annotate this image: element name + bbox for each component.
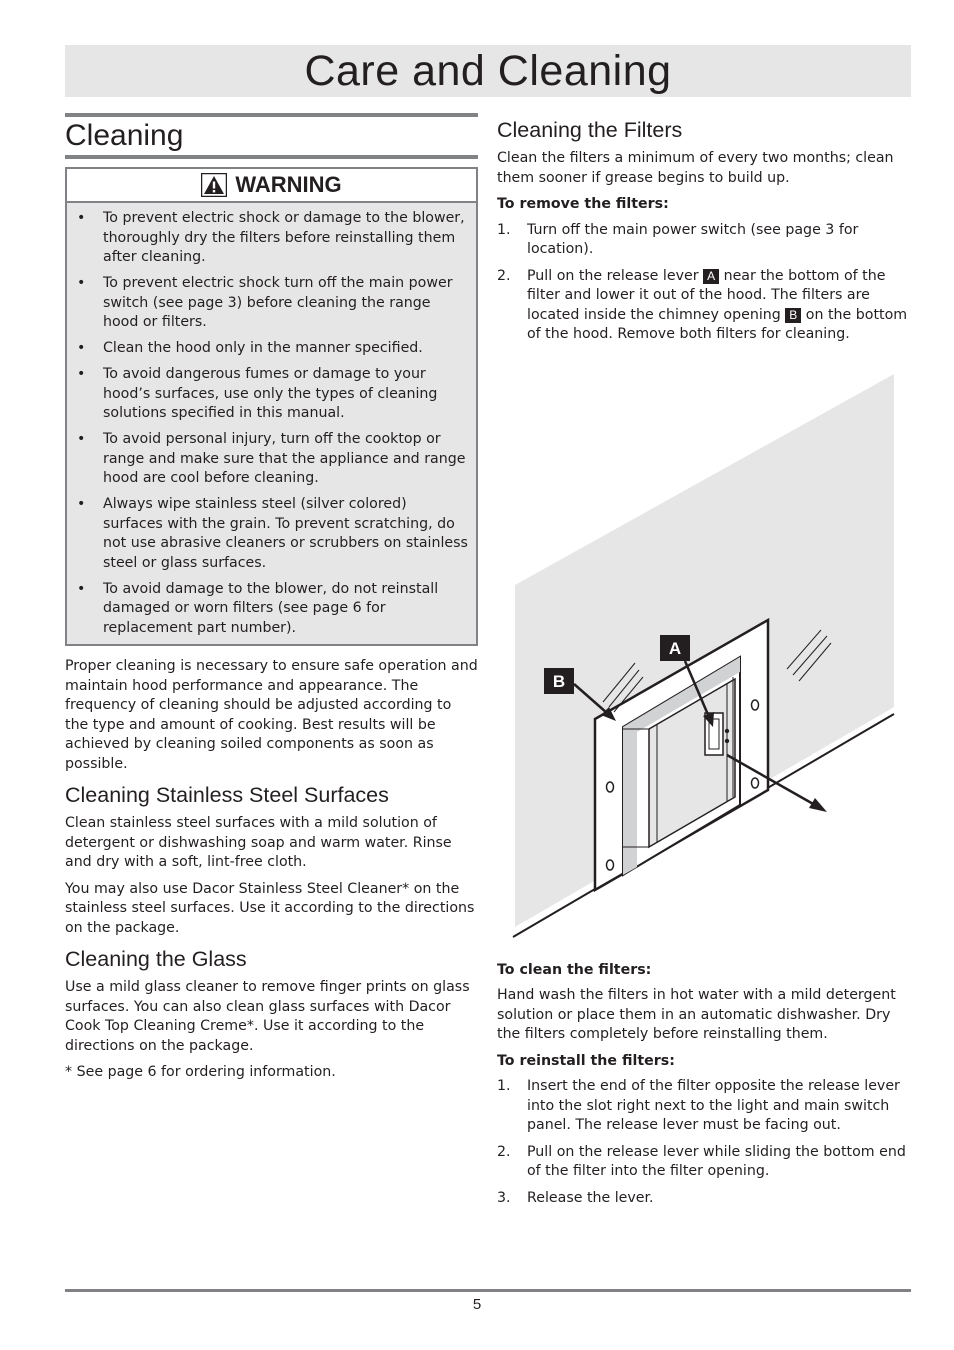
steel-heading: Cleaning Stainless Steel Surfaces [65, 783, 389, 807]
clean-heading: To clean the filters: [497, 961, 652, 978]
step-text: Turn off the main power switch (see page 3 for location). [527, 221, 859, 257]
step-number: 3. [497, 1189, 511, 1206]
callout-label-b: B [552, 671, 566, 691]
left-column [65, 113, 478, 1090]
step-text: on the bottom of the hood. Remove both filters for cleaning. [527, 306, 908, 342]
right-column [497, 113, 911, 1215]
reinstall-step [497, 1143, 911, 1182]
warning-item: • Clean the hood only in the manner specified. [75, 339, 468, 359]
reinstall-step [497, 1189, 911, 1209]
motion-arrow-head [809, 798, 827, 812]
reinstall-step [497, 1077, 911, 1136]
glass-paragraph: Use a mild glass cleaner to remove finger prints on glass surfaces. You can also clean glass surfaces with Dacor Cook Top Cleaning Creme*. Use it according to the directions on the package. [65, 979, 470, 1054]
warning-item: • Always wipe stainless steel (silver colored) surfaces with the grain. To prevent scratching, do not use abrasive cleaners or scrubbers on stainless steel or glass surfaces. [75, 495, 468, 573]
glass-heading: Cleaning the Glass [65, 947, 247, 971]
section-title-rule [65, 113, 478, 159]
warning-header [65, 167, 478, 203]
warning-label: WARNING [235, 172, 342, 197]
ordering-note: * See page 6 for ordering information. [65, 1064, 336, 1080]
steel-paragraph-1: Clean stainless steel surfaces with a mild solution of detergent or dishwashing soap and warm water. Rinse and dry with a soft, lint-free cloth. [65, 815, 452, 870]
filters-heading: Cleaning the Filters [497, 118, 683, 142]
step-number: 2. [497, 1143, 511, 1160]
step-text: Insert the end of the filter opposite the release lever into the slot right next to the light and main switch panel. The release lever must be facing out. [527, 1078, 900, 1133]
remove-step [497, 221, 911, 260]
step-text: near the bottom of the filter and lower it out of the hood. The filters are located inside the chimney opening [527, 267, 886, 323]
section-title: Cleaning [65, 119, 184, 152]
steel-paragraph-2: You may also use Dacor Stainless Steel Cleaner* on the stainless steel surfaces. Use it according to the directions on the package. [65, 880, 475, 936]
page-header [65, 45, 911, 97]
callout-tag-a: A [703, 269, 719, 284]
hood-surface [515, 374, 894, 927]
warning-triangle-icon [201, 173, 227, 197]
page-title: Care and Cleaning [304, 47, 672, 95]
step-text: Pull on the release lever [527, 267, 704, 284]
clean-paragraph: Hand wash the filters in hot water with a mild detergent solution or place them in an automatic dishwasher. Dry the filters completely before reinstalling them. [497, 987, 896, 1042]
footer-rule [65, 1289, 911, 1292]
warning-list [75, 209, 468, 638]
step-number: 1. [497, 221, 511, 238]
filter-illustration [497, 357, 911, 947]
step-number: 2. [497, 267, 511, 284]
remove-step [497, 267, 911, 345]
callout-tag-b: B [785, 308, 801, 323]
warning-item: • To prevent electric shock or damage to the blower, thoroughly dry the filters before reinstalling them after cleaning. [75, 209, 468, 268]
remove-steps [497, 221, 911, 345]
step-number: 1. [497, 1078, 511, 1094]
filters-intro: Clean the filters a minimum of every two months; clean them sooner if grease begins to build up. [497, 150, 894, 186]
step-text: Pull on the release lever while sliding the bottom end of the filter into the filter opening. [527, 1143, 906, 1179]
reinstall-steps [497, 1077, 911, 1208]
page-number: 5 [472, 1296, 482, 1313]
intro-paragraph: Proper cleaning is necessary to ensure safe operation and maintain hood performance and appearance. The frequency of cleaning should be adjusted according to the type and amount of cooking. Best results will be achieved by cleaning soiled components as soon as possible. [65, 658, 478, 772]
warning-item: • To avoid damage to the blower, do not reinstall damaged or worn filters (see page 6 for replacement part number). [75, 580, 468, 639]
warning-box [65, 167, 478, 646]
warning-item: • To avoid personal injury, turn off the cooktop or range and make sure that the appliance and range hood are cool before cleaning. [75, 430, 468, 489]
reinstall-heading: To reinstall the filters: [497, 1052, 675, 1069]
remove-heading: To remove the filters: [497, 196, 669, 212]
warning-item: • To prevent electric shock turn off the main power switch (see page 3) before cleaning the range hood or filters. [75, 274, 468, 333]
callout-label-a: A [668, 638, 682, 658]
warning-item: • To avoid dangerous fumes or damage to your hood’s surfaces, use only the types of cleaning solutions specified in this manual. [75, 365, 468, 424]
step-text: Release the lever. [527, 1189, 654, 1206]
hood-diagram [497, 357, 911, 947]
